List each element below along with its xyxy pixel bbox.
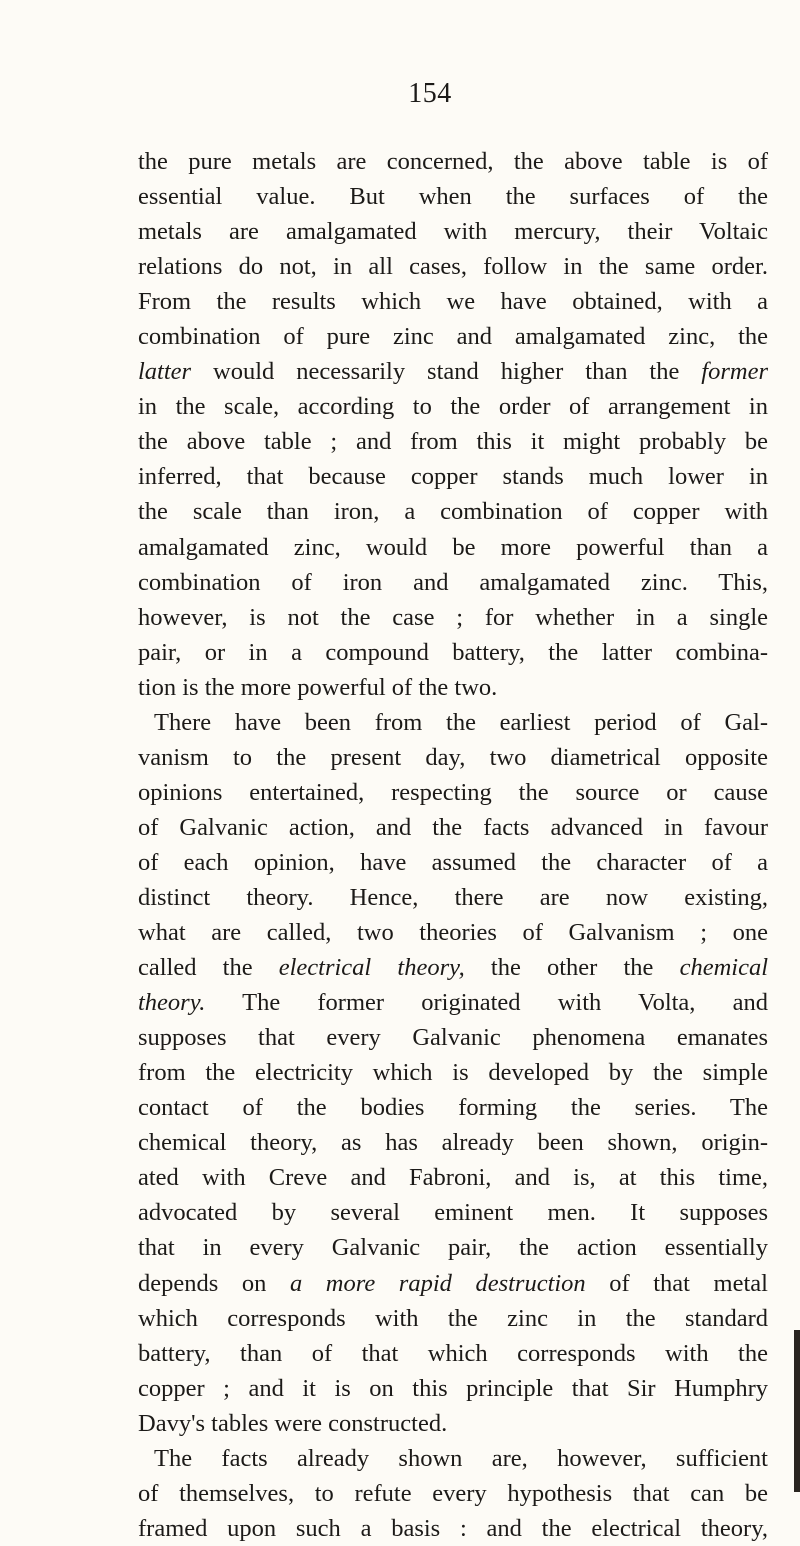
- text-segment: inferred, that because copper stands much lower in: [138, 463, 768, 491]
- text-line: [138, 845, 768, 880]
- page-edge-shadow: [794, 1330, 800, 1492]
- text-segment: advocated by several eminent men. It supposes: [138, 1199, 768, 1227]
- text-line: [138, 424, 768, 459]
- text-segment: tion is the more powerful of the two.: [138, 673, 498, 701]
- italic-text: a more rapid destruction: [289, 1269, 586, 1297]
- text-line: [138, 565, 768, 600]
- text-segment: of each opinion, have assumed the character of a: [138, 848, 768, 876]
- text-line: [138, 1476, 768, 1511]
- text-segment: vanism to the present day, two diametrical opposite: [138, 743, 768, 771]
- text-segment: what are called, two theories of Galvanism ; one: [138, 919, 768, 947]
- text-line: [138, 1160, 768, 1195]
- text-line: [138, 494, 768, 529]
- text-line: [138, 179, 768, 214]
- text-segment: the pure metals are concerned, the above table is of: [138, 148, 768, 175]
- text-segment: Davy's tables were constructed.: [138, 1409, 448, 1437]
- text-segment: chemical theory, as has already been shown, origin-: [138, 1129, 768, 1157]
- text-line: [138, 1266, 768, 1301]
- text-segment: essential value. But when the surfaces of the: [138, 183, 768, 211]
- text-line: [138, 389, 768, 424]
- text-segment: the scale than iron, a combination of copper with: [138, 498, 768, 526]
- text-line: [138, 1090, 768, 1125]
- text-line: [138, 670, 768, 705]
- text-segment: called the: [138, 954, 279, 982]
- text-line: [138, 635, 768, 670]
- text-line: [138, 530, 768, 565]
- text-line: [138, 214, 768, 249]
- text-line: [138, 600, 768, 635]
- text-segment: however, is not the case ; for whether in a single: [138, 603, 768, 631]
- text-line: [138, 249, 768, 284]
- text-line: [138, 144, 768, 179]
- text-line: [138, 1511, 768, 1546]
- text-segment: ated with Creve and Fabroni, and is, at this time,: [138, 1164, 768, 1192]
- text-segment: contact of the bodies forming the series. The: [138, 1094, 768, 1122]
- text-segment: combination of pure zinc and amalgamated zinc, the: [138, 323, 768, 351]
- text-segment: copper ; and it is on this principle that Sir Humphry: [138, 1374, 768, 1402]
- text-line: [138, 1406, 768, 1441]
- text-line: [138, 740, 768, 775]
- italic-text: former: [701, 358, 768, 386]
- text-line: [138, 1020, 768, 1055]
- text-line: [138, 1125, 768, 1160]
- italic-text: electrical theory,: [278, 954, 465, 982]
- text-segment: supposes that every Galvanic phenomena emanates: [138, 1024, 768, 1052]
- text-line: [138, 985, 768, 1020]
- text-line: [138, 354, 768, 389]
- italic-text: latter: [138, 358, 192, 386]
- text-segment: distinct theory. Hence, there are now existing,: [138, 883, 768, 911]
- italic-text: theory.: [138, 989, 206, 1017]
- text-segment: The former originated with Volta, and: [205, 989, 768, 1017]
- text-segment: of that metal: [585, 1269, 768, 1297]
- text-segment: battery, than of that which corresponds with the: [138, 1339, 768, 1367]
- text-segment: that in every Galvanic pair, the action essentially: [138, 1234, 768, 1262]
- text-line: [138, 810, 768, 845]
- text-segment: metals are amalgamated with mercury, their Voltaic: [138, 218, 768, 246]
- text-line: [138, 1441, 768, 1476]
- text-line: [138, 880, 768, 915]
- text-line: [138, 915, 768, 950]
- text-line: [138, 705, 768, 740]
- text-line: [138, 459, 768, 494]
- text-segment: the other the: [464, 954, 680, 982]
- text-segment: of themselves, to refute every hypothesis that can be: [138, 1479, 768, 1507]
- text-segment: the above table ; and from this it might probably be: [138, 428, 768, 456]
- text-segment: The facts already shown are, however, sufficient: [154, 1444, 768, 1472]
- text-line: [138, 775, 768, 810]
- text-segment: in the scale, according to the order of arrangement in: [138, 393, 768, 421]
- italic-text: chemical: [679, 954, 769, 982]
- text-line: [138, 1371, 768, 1406]
- text-segment: which corresponds with the zinc in the standard: [138, 1304, 768, 1332]
- text-segment: would necessarily stand higher than the: [191, 358, 702, 386]
- page-number: 154: [408, 78, 452, 109]
- text-line: [138, 1195, 768, 1230]
- text-line: [138, 1055, 768, 1090]
- text-segment: There have been from the earliest period of Gal-: [154, 708, 768, 736]
- text-segment: from the electricity which is developed by the simple: [138, 1059, 768, 1087]
- text-line: [138, 284, 768, 319]
- text-line: [138, 1230, 768, 1265]
- text-segment: amalgamated zinc, would be more powerful than a: [138, 533, 768, 561]
- text-segment: pair, or in a compound battery, the latter combina-: [138, 638, 768, 666]
- text-line: [138, 319, 768, 354]
- text-segment: combination of iron and amalgamated zinc. This,: [138, 568, 768, 596]
- text-segment: of Galvanic action, and the facts advanced in favour: [138, 813, 768, 841]
- text-line: [138, 1301, 768, 1336]
- text-line: [138, 950, 768, 985]
- text-line: [138, 1336, 768, 1371]
- body-text: [138, 144, 768, 1546]
- text-segment: depends on: [138, 1269, 290, 1297]
- text-segment: framed upon such a basis : and the electrical theory,: [138, 1514, 768, 1542]
- text-segment: relations do not, in all cases, follow in the same order.: [138, 253, 768, 281]
- text-segment: From the results which we have obtained, with a: [138, 288, 768, 316]
- text-segment: opinions entertained, respecting the source or cause: [138, 778, 768, 806]
